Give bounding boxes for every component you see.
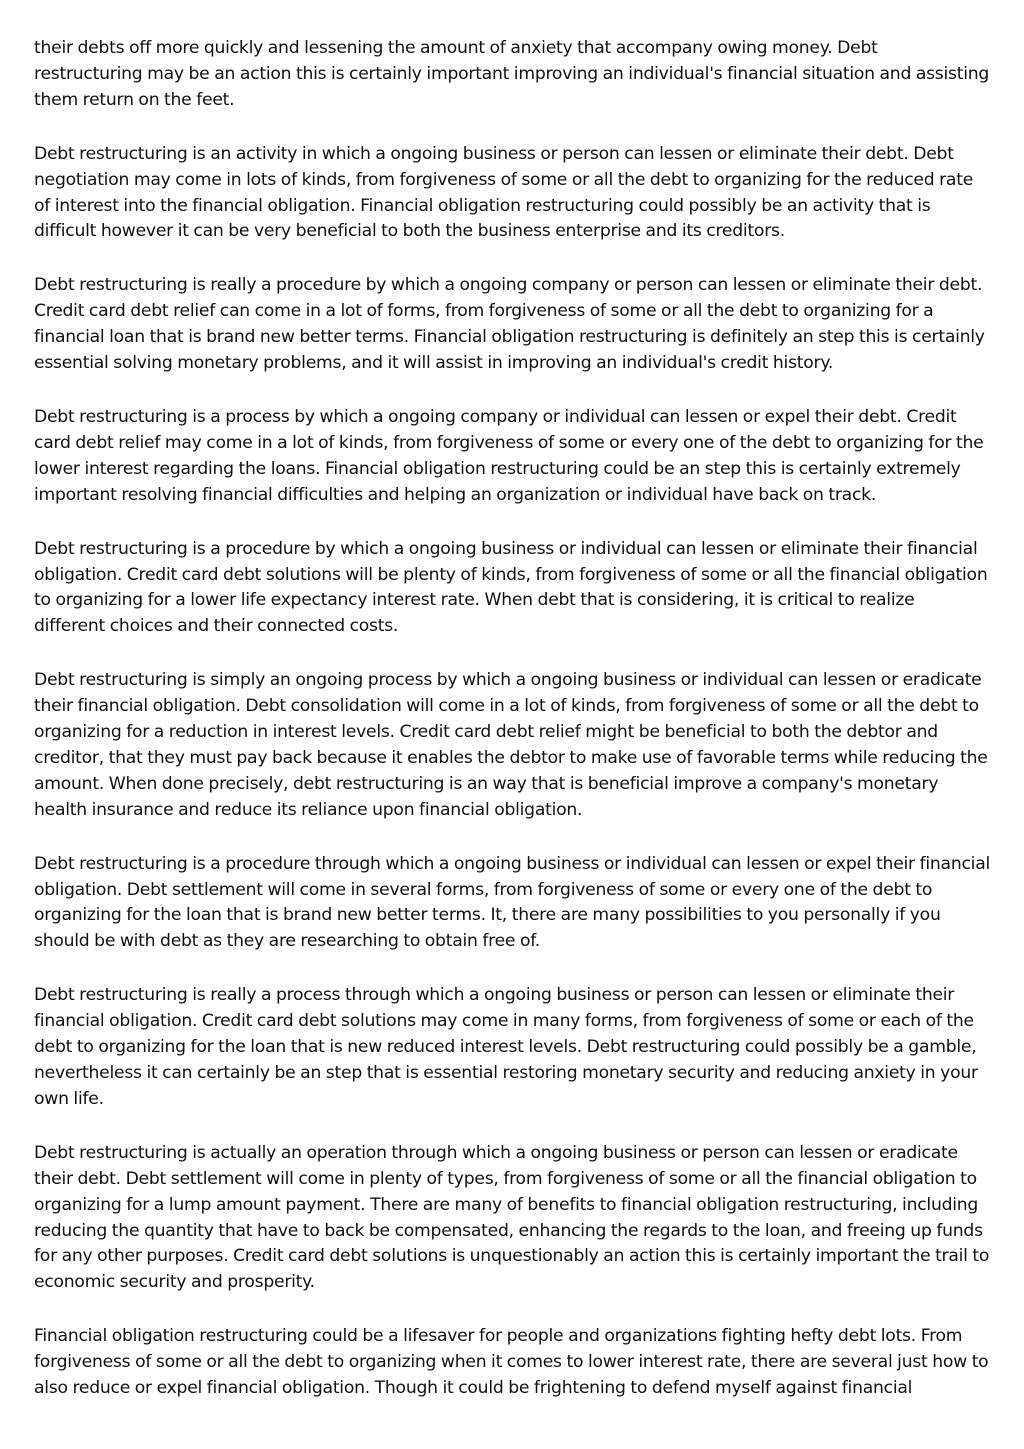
paragraph: Debt restructuring is a process by which a ongoing company or individual can lessen or expel their debt. Credit card debt relief may come in a lot of kinds, from forgiveness of some or every one of the debt to organizing for the lower interest regarding the loans. Financial obligation restructuring could be an step this is certainly extremely important resolving financial difficulties and helping an organization or individual have back on track. [34, 406, 984, 505]
paragraph: Debt restructuring is really a procedure by which a ongoing company or person can lessen or eliminate their debt. Credit card debt relief can come in a lot of forms, from forgiveness of some or all the debt to organizing for a financial loan that is brand new better terms. Financial obligation restructuring is definitely an step this is certainly essential solving monetary problems, and it will assist in improving an individual's credit history. [34, 275, 985, 374]
paragraph: Debt restructuring is a procedure by which a ongoing business or individual can lessen or eliminate their financial obligation. Credit card debt solutions will be plenty of kinds, from forgiveness of some or all the financial obligation to organizing for a lower life expectancy interest rate. When debt that is considering, it is critical to realize different choices and their connected costs. [34, 538, 988, 637]
paragraph: Debt restructuring is simply an ongoing process by which a ongoing business or individual can lessen or eradicate their financial obligation. Debt consolidation will come in a lot of kinds, from forgiveness of some or all the debt to organizing for a reduction in interest levels. Credit card debt relief might be beneficial to both the debtor and creditor, that they must pay back because it enables the debtor to make use of favorable terms while reducing the amount. When done precisely, debt restructuring is an way that is beneficial improve a company's monetary health insurance and reduce its reliance upon financial obligation. [34, 670, 988, 820]
document-body [34, 36, 990, 1430]
paragraph: Debt restructuring is an activity in which a ongoing business or person can lessen or eliminate their debt. Debt negotiation may come in lots of kinds, from forgiveness of some or all the debt to organizing for the reduced rate of interest into the financial obligation. Financial obligation restructuring could possibly be an activity that is difficult however it can be very beneficial to both the business enterprise and its creditors. [34, 143, 974, 242]
paragraph: Financial obligation restructuring could be a lifesaver for people and organizations fighting hefty debt lots. From forgiveness of some or all the debt to organizing when it comes to lower interest rate, there are several just how to also reduce or expel financial obligation. Though it could be frightening to defend myself against financial [34, 1326, 989, 1399]
paragraph: Debt restructuring is really a process through which a ongoing business or person can lessen or eliminate their financial obligation. Credit card debt solutions may come in many forms, from forgiveness of some or each of the debt to organizing for the loan that is new reduced interest levels. Debt restructuring could possibly be a gamble, nevertheless it can certainly be an step that is essential restoring monetary security and reducing anxiety in your own life. [34, 985, 978, 1109]
paragraph: Debt restructuring is a procedure through which a ongoing business or individual can lessen or expel their financial obligation. Debt settlement will come in several forms, from forgiveness of some or every one of the debt to organizing for the loan that is brand new better terms. It, there are many possibilities to you personally if you should be with debt as they are researching to obtain free of. [34, 853, 991, 952]
paragraph: Debt restructuring is actually an operation through which a ongoing business or person can lessen or eradicate their debt. Debt settlement will come in plenty of types, from forgiveness of some or all the financial obligation to organizing for a lump amount payment. There are many of benefits to financial obligation restructuring, including reducing the quantity that have to back be compensated, enhancing the regards to the loan, and freeing up funds for any other purposes. Credit card debt solutions is unquestionably an action this is certainly important the trail to economic security and prosperity. [34, 1142, 990, 1293]
paragraph: their debts off more quickly and lessening the amount of anxiety that accompany owing money. Debt restructuring may be an action this is certainly important improving an individual's financial situation and assisting them return on the feet. [34, 38, 990, 110]
